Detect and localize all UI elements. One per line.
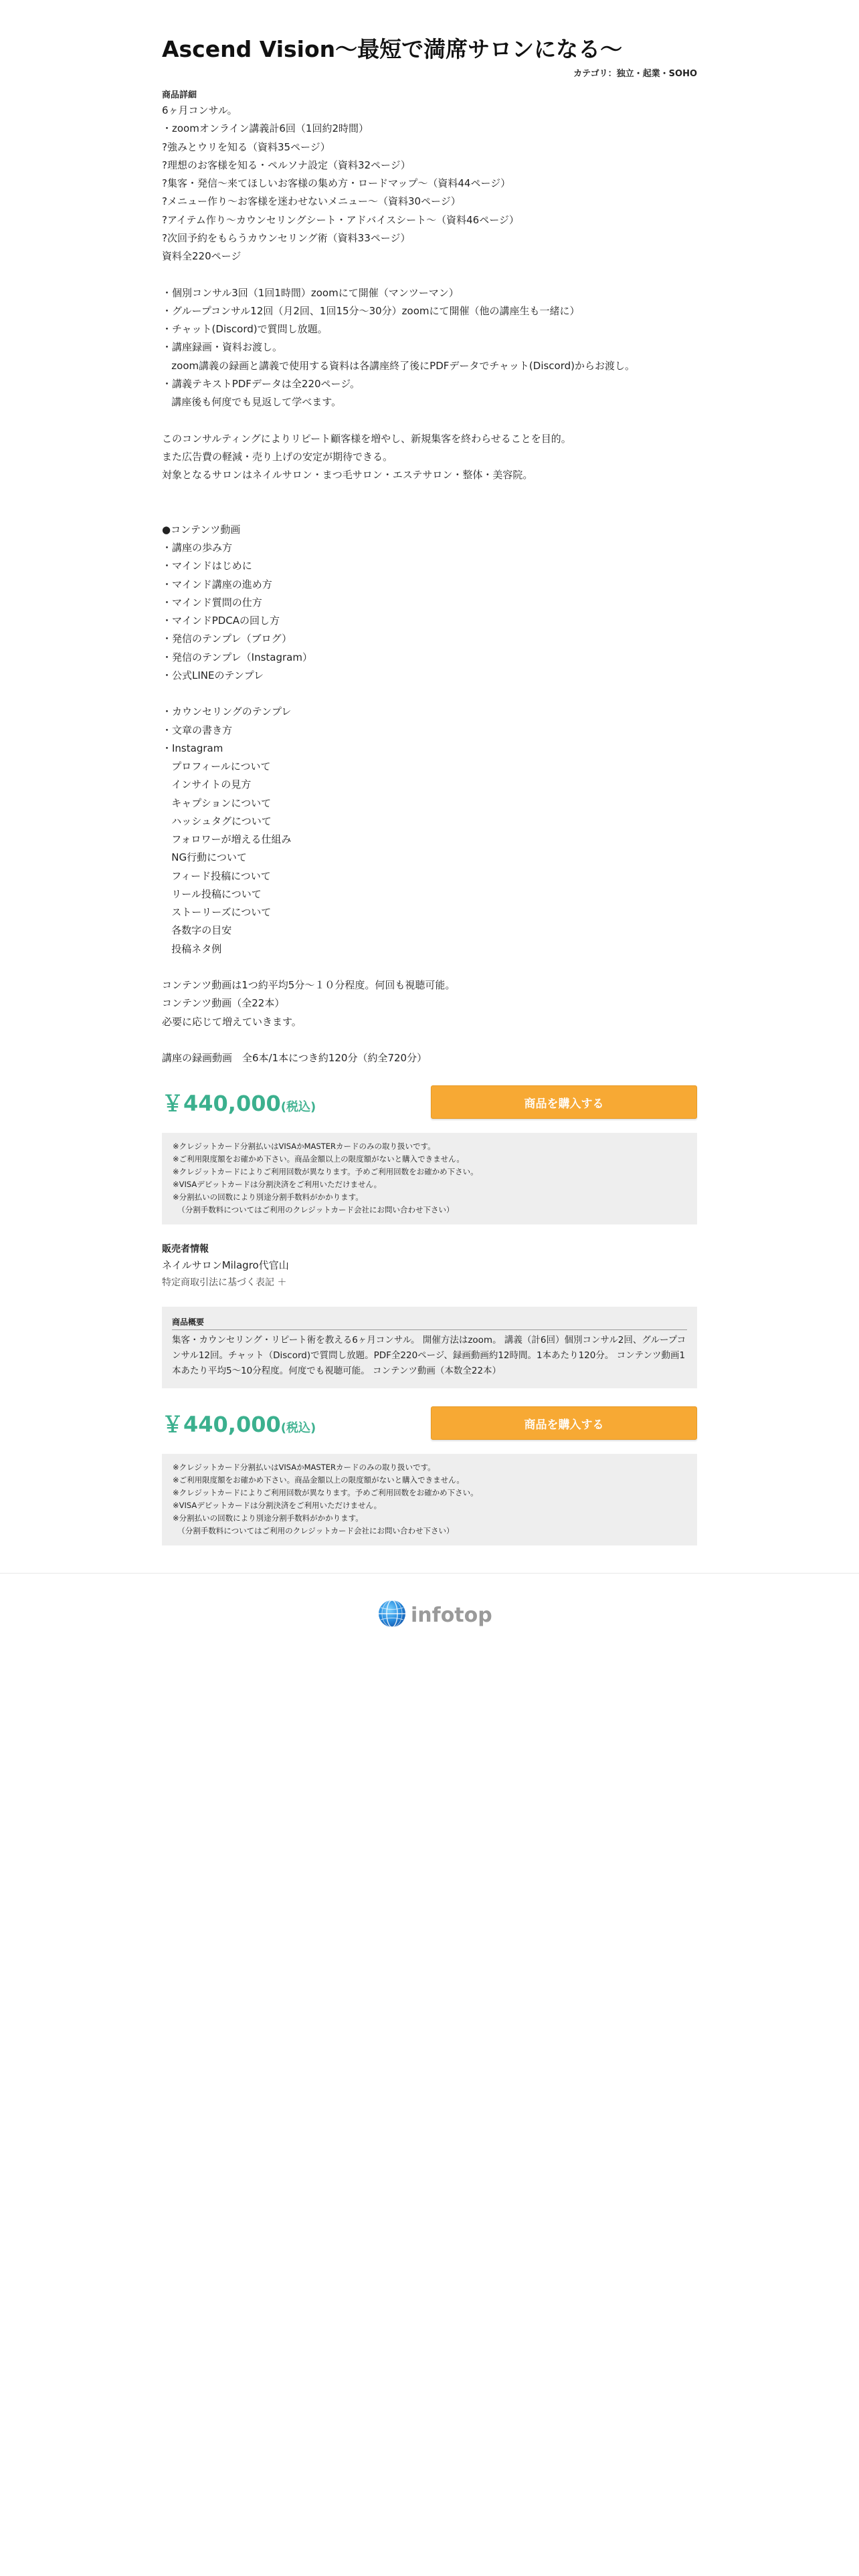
detail-line: 投稿ネタ例 bbox=[162, 942, 222, 955]
detail-line: インサイトの見方 bbox=[162, 778, 252, 791]
detail-line: ・zoomオンライン講義計6回（1回約2時間） bbox=[162, 122, 369, 135]
detail-line: また広告費の軽減・売り上げの安定が期待できる。 bbox=[162, 450, 393, 463]
detail-line: ・講義テキストPDFデータは全220ページ。 bbox=[162, 377, 361, 390]
detail-line: フィード投稿について bbox=[162, 869, 271, 882]
detail-line: ・発信のテンプレ（Instagram） bbox=[162, 651, 312, 663]
payment-note: ※クレジットカード分割払いはVISAかMASTERカードのみの取り扱いです。 bbox=[173, 1463, 436, 1473]
payment-note: ※VISAデビットカードは分割決済をご利用いただけません。 bbox=[173, 1501, 382, 1511]
detail-line: 資料全220ページ bbox=[162, 250, 242, 262]
price-tax-label: (税込) bbox=[280, 1421, 316, 1436]
detail-line: ・個別コンサル3回（1回1時間）zoomにて開催（マンツーマン） bbox=[162, 286, 459, 299]
seller-heading: 販売者情報 bbox=[162, 1244, 209, 1255]
detail-line bbox=[162, 503, 697, 521]
product-overview bbox=[162, 1307, 697, 1388]
category-label: カテゴリ：独立・起業・SOHO bbox=[573, 69, 697, 79]
purchase-row-top bbox=[162, 1085, 697, 1119]
purchase-row-bottom bbox=[162, 1406, 697, 1440]
detail-line: プロフィールについて bbox=[162, 760, 271, 772]
detail-line: NG行動について bbox=[162, 851, 247, 864]
logo-text: infotop bbox=[411, 1603, 492, 1627]
detail-line: ハッシュタグについて bbox=[162, 815, 272, 827]
detail-line: 講座後も何度でも見返して学べます。 bbox=[162, 396, 342, 408]
detail-line: zoom講義の録画と講義で使用する資料は各講座終了後にPDFデータでチャット(Discord)からお渡し。 bbox=[162, 359, 636, 372]
price bbox=[162, 1408, 316, 1438]
price-amount: ￥440,000 bbox=[162, 1412, 281, 1438]
detail-line: ・公式LINEのテンプレ bbox=[162, 669, 264, 681]
detail-line: 講座の録画動画 全6本/1本につき約120分（約全720分） bbox=[162, 1052, 427, 1064]
buy-button[interactable]: 商品を購入する bbox=[431, 1085, 697, 1119]
payment-note: （分割手数料についてはご利用のクレジットカード会社にお問い合わせ下さい） bbox=[173, 1205, 454, 1215]
detail-line: このコンサルティングによりリピート顧客様を増やし、新規集客を終わらせることを目的。 bbox=[162, 432, 571, 445]
product-page bbox=[162, 0, 697, 1545]
payment-note: ※ご利用限度額をお確かめ下さい。商品金額以上の限度額がないと購入できません。 bbox=[173, 1475, 464, 1485]
detail-line: ・チャット(Discord)で質問し放題。 bbox=[162, 323, 328, 335]
price-amount: ￥440,000 bbox=[162, 1091, 281, 1117]
detail-line: ストーリーズについて bbox=[162, 906, 272, 918]
detail-line bbox=[162, 1031, 697, 1049]
detail-line: 6ヶ月コンサル。 bbox=[162, 104, 237, 116]
detail-line: ・マインドPDCAの回し方 bbox=[162, 615, 280, 627]
detail-line: ?強みとウリを知る（資料35ページ） bbox=[162, 140, 330, 153]
detail-line: 必要に応じて増えていきます。 bbox=[162, 1015, 302, 1028]
detail-line bbox=[162, 685, 697, 703]
footer bbox=[0, 1573, 859, 1681]
payment-note: ※クレジットカードによりご利用回数が異なります。予めご利用回数をお確かめ下さい。 bbox=[173, 1167, 478, 1177]
detail-line bbox=[162, 265, 697, 284]
overview-text: 集客・カウンセリング・リピート術を教える6ヶ月コンサル。 開催方法はzoom。 講義（計6回）個別コンサル2回、グループコンサル12回。チャット（Discord)で質問し放題。PDF全220ページ、録画動画約12時間。1本あたり120分。 コンテンツ動画1本あたり平均5〜10分程度。何度でも視聴可能。 コンテンツ動画（本数全22本） bbox=[172, 1335, 686, 1377]
detail-line: ・Instagram bbox=[162, 742, 223, 754]
detail-line: ・文章の書き方 bbox=[162, 724, 233, 736]
detail-line: ・カウンセリングのテンプレ bbox=[162, 706, 292, 718]
payment-note: ※VISAデビットカードは分割決済をご利用いただけません。 bbox=[173, 1180, 382, 1190]
detail-line: ?理想のお客様を知る・ペルソナ設定（資料32ページ） bbox=[162, 158, 411, 171]
buy-button[interactable]: 商品を購入する bbox=[431, 1406, 697, 1440]
overview-title: 商品概要 bbox=[172, 1316, 687, 1330]
product-detail-text bbox=[162, 102, 697, 1067]
payment-note: ※クレジットカード分割払いはVISAかMASTERカードのみの取り扱いです。 bbox=[173, 1142, 436, 1152]
detail-line: 対象となるサロンはネイルサロン・まつ毛サロン・エステサロン・整体・美容院。 bbox=[162, 469, 533, 481]
detail-line: コンテンツ動画（全22本） bbox=[162, 997, 285, 1010]
detail-line: 各数字の目安 bbox=[162, 924, 232, 937]
detail-line: ・マインドはじめに bbox=[162, 560, 252, 572]
price-tax-label: (税込) bbox=[280, 1100, 316, 1115]
detail-heading: 商品詳細 bbox=[162, 90, 197, 100]
payment-note: （分割手数料についてはご利用のクレジットカード会社にお問い合わせ下さい） bbox=[173, 1526, 454, 1536]
seller-name: ネイルサロンMilagro代官山 bbox=[162, 1259, 289, 1272]
payment-note: ※クレジットカードによりご利用回数が異なります。予めご利用回数をお確かめ下さい。 bbox=[173, 1488, 478, 1498]
payment-notes bbox=[162, 1454, 697, 1545]
payment-note: ※ご利用限度額をお確かめ下さい。商品金額以上の限度額がないと購入できません。 bbox=[173, 1154, 464, 1164]
page-title: Ascend Vision〜最短で満席サロンになる〜 bbox=[162, 36, 623, 62]
payment-note: ※分割払いの回数により別途分割手数料がかかります。 bbox=[173, 1513, 363, 1523]
detail-line: コンテンツ動画は1つ約平均5分〜１０分程度。何回も視聴可能。 bbox=[162, 979, 456, 991]
detail-line: ・マインド質問の仕方 bbox=[162, 596, 262, 609]
detail-line bbox=[162, 411, 697, 429]
price bbox=[162, 1087, 316, 1117]
infotop-logo[interactable] bbox=[377, 1599, 492, 1631]
detail-line: ?アイテム作り〜カウンセリングシート・アドバイスシート〜（資料46ページ） bbox=[162, 213, 519, 226]
detail-line: ・マインド講座の進め方 bbox=[162, 578, 272, 591]
detail-line: ?次回予約をもらうカウンセリング術（資料33ページ） bbox=[162, 231, 411, 244]
detail-line bbox=[162, 484, 697, 502]
payment-notes bbox=[162, 1133, 697, 1224]
detail-line: ●コンテンツ動画 bbox=[162, 523, 241, 536]
detail-line: ?メニュー作り〜お客様を迷わせないメニュー〜（資料30ページ） bbox=[162, 195, 461, 208]
detail-line: ・講座の歩み方 bbox=[162, 542, 233, 554]
payment-note: ※分割払いの回数により別途分割手数料がかかります。 bbox=[173, 1192, 363, 1202]
detail-line: ・講座録画・資料お渡し。 bbox=[162, 341, 283, 354]
detail-line: キャプションについて bbox=[162, 796, 272, 809]
detail-line: リール投稿について bbox=[162, 887, 262, 900]
detail-line: ?集客・発信〜来てほしいお客様の集め方・ロードマップ〜（資料44ページ） bbox=[162, 177, 511, 189]
detail-line: ・発信のテンプレ（ブログ） bbox=[162, 633, 292, 645]
globe-icon bbox=[377, 1599, 407, 1631]
legal-notice-link[interactable]: 特定商取引法に基づく表記 ＋ bbox=[162, 1277, 287, 1289]
detail-line: フォロワーが増える仕組み bbox=[162, 833, 292, 845]
detail-line bbox=[162, 958, 697, 976]
detail-line: ・グループコンサル12回（月2回、1回15分〜30分）zoomにて開催（他の講座生も一緒に） bbox=[162, 304, 580, 317]
